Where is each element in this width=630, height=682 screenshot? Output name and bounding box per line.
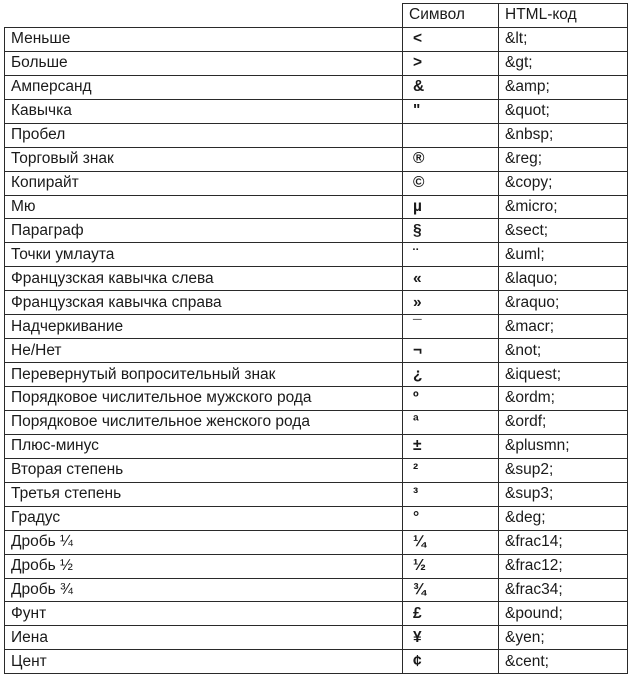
entity-name-cell: Дробь ¼: [5, 530, 403, 554]
entity-code-cell: &yen;: [499, 626, 628, 650]
entity-symbol-cell: ¢: [403, 650, 499, 674]
table-row: [5, 243, 628, 267]
table-row: [5, 51, 628, 75]
entity-code-cell: &deg;: [499, 506, 628, 530]
entity-symbol-cell: »: [403, 291, 499, 315]
table-row: [5, 123, 628, 147]
entity-symbol-cell: ¾: [403, 578, 499, 602]
entity-code-cell: &amp;: [499, 75, 628, 99]
entity-code-cell: &ordf;: [499, 410, 628, 434]
entity-code-cell: &iquest;: [499, 363, 628, 387]
table-row: [5, 387, 628, 411]
entity-name-cell: Перевернутый вопросительный знак: [5, 363, 403, 387]
entity-name-cell: Мю: [5, 195, 403, 219]
entity-symbol-cell: ª: [403, 410, 499, 434]
entity-symbol-cell: «: [403, 267, 499, 291]
entity-name-cell: Порядковое числительное женского рода: [5, 410, 403, 434]
entity-symbol-cell: §: [403, 219, 499, 243]
entity-name-cell: Дробь ¾: [5, 578, 403, 602]
entity-code-cell: &lt;: [499, 27, 628, 51]
header-name: [5, 4, 403, 28]
entity-code-cell: &frac14;: [499, 530, 628, 554]
entity-name-cell: Не/Нет: [5, 339, 403, 363]
table-row: [5, 99, 628, 123]
entity-name-cell: Порядковое числительное мужского рода: [5, 387, 403, 411]
entity-code-cell: &micro;: [499, 195, 628, 219]
table-row: [5, 27, 628, 51]
entity-symbol-cell: °: [403, 506, 499, 530]
table-row: [5, 554, 628, 578]
entity-code-cell: &raquo;: [499, 291, 628, 315]
entity-name-cell: Вторая степень: [5, 458, 403, 482]
entity-code-cell: &sup3;: [499, 482, 628, 506]
entity-symbol-cell: µ: [403, 195, 499, 219]
entity-code-cell: &plusmn;: [499, 434, 628, 458]
entity-name-cell: Третья степень: [5, 482, 403, 506]
entity-code-cell: &sect;: [499, 219, 628, 243]
table-row: [5, 267, 628, 291]
table-row: [5, 291, 628, 315]
entity-symbol-cell: ¼: [403, 530, 499, 554]
entity-name-cell: Плюс-минус: [5, 434, 403, 458]
html-entities-table: [4, 3, 628, 674]
entity-name-cell: Фунт: [5, 602, 403, 626]
entity-code-cell: &ordm;: [499, 387, 628, 411]
table-row: [5, 195, 628, 219]
table-row: [5, 363, 628, 387]
table-row: [5, 578, 628, 602]
table-row: [5, 219, 628, 243]
entity-name-cell: Торговый знак: [5, 147, 403, 171]
entity-symbol-cell: ±: [403, 434, 499, 458]
entity-symbol-cell: ³: [403, 482, 499, 506]
entity-name-cell: Параграф: [5, 219, 403, 243]
table-row: [5, 147, 628, 171]
table-row: [5, 171, 628, 195]
entity-symbol-cell: ½: [403, 554, 499, 578]
entity-name-cell: Дробь ½: [5, 554, 403, 578]
table-row: [5, 482, 628, 506]
table-row: [5, 75, 628, 99]
entity-name-cell: Кавычка: [5, 99, 403, 123]
entity-symbol-cell: <: [403, 27, 499, 51]
table-row: [5, 458, 628, 482]
entity-name-cell: Французская кавычка справа: [5, 291, 403, 315]
header-html-code: HTML-код: [499, 4, 628, 28]
table-row: [5, 506, 628, 530]
entity-symbol-cell: ¨: [403, 243, 499, 267]
entity-name-cell: Меньше: [5, 27, 403, 51]
entity-code-cell: &frac34;: [499, 578, 628, 602]
entity-code-cell: &not;: [499, 339, 628, 363]
entity-name-cell: Цент: [5, 650, 403, 674]
entity-code-cell: &cent;: [499, 650, 628, 674]
entity-code-cell: &gt;: [499, 51, 628, 75]
entity-table-wrapper: [4, 3, 628, 674]
entity-symbol-cell: ¿: [403, 363, 499, 387]
entity-symbol-cell: ²: [403, 458, 499, 482]
header-row: [5, 4, 628, 28]
entity-code-cell: &reg;: [499, 147, 628, 171]
entity-symbol-cell: &: [403, 75, 499, 99]
entity-name-cell: Надчеркивание: [5, 315, 403, 339]
table-row: [5, 650, 628, 674]
entity-code-cell: &macr;: [499, 315, 628, 339]
header-symbol: Символ: [403, 4, 499, 28]
entity-code-cell: &copy;: [499, 171, 628, 195]
entity-symbol-cell: ¯: [403, 315, 499, 339]
entity-name-cell: Копирайт: [5, 171, 403, 195]
table-row: [5, 410, 628, 434]
entity-symbol-cell: £: [403, 602, 499, 626]
table-row: [5, 602, 628, 626]
entity-symbol-cell: ©: [403, 171, 499, 195]
entity-symbol-cell: º: [403, 387, 499, 411]
table-row: [5, 434, 628, 458]
entity-name-cell: Иена: [5, 626, 403, 650]
table-row: [5, 315, 628, 339]
entity-symbol-cell: [403, 123, 499, 147]
entity-name-cell: Пробел: [5, 123, 403, 147]
entity-code-cell: &frac12;: [499, 554, 628, 578]
table-body: [5, 27, 628, 673]
entity-symbol-cell: ¥: [403, 626, 499, 650]
entity-name-cell: Французская кавычка слева: [5, 267, 403, 291]
entity-symbol-cell: ®: [403, 147, 499, 171]
table-row: [5, 530, 628, 554]
table-row: [5, 626, 628, 650]
entity-symbol-cell: ¬: [403, 339, 499, 363]
entity-code-cell: &laquo;: [499, 267, 628, 291]
entity-code-cell: &quot;: [499, 99, 628, 123]
entity-name-cell: Больше: [5, 51, 403, 75]
table-row: [5, 339, 628, 363]
entity-code-cell: &nbsp;: [499, 123, 628, 147]
entity-code-cell: &pound;: [499, 602, 628, 626]
entity-name-cell: Точки умлаута: [5, 243, 403, 267]
entity-code-cell: &uml;: [499, 243, 628, 267]
entity-symbol-cell: ": [403, 99, 499, 123]
entity-name-cell: Амперсанд: [5, 75, 403, 99]
entity-code-cell: &sup2;: [499, 458, 628, 482]
entity-name-cell: Градус: [5, 506, 403, 530]
entity-symbol-cell: >: [403, 51, 499, 75]
